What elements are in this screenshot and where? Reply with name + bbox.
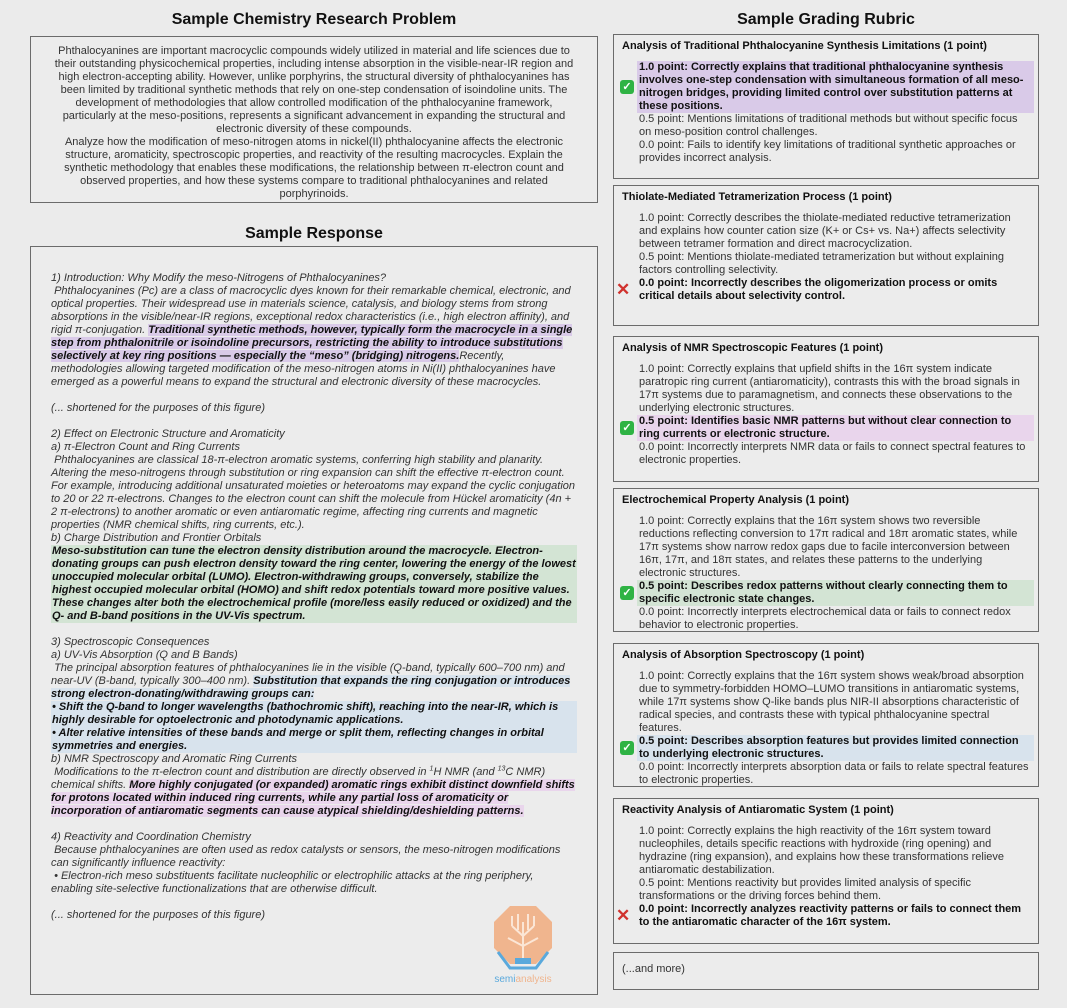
check-icon: ✓ — [620, 421, 634, 435]
criterion-text: 0.0 point: Incorrectly interprets absorption data or fails to relate spectral features to electronic properties. — [639, 761, 1029, 786]
criterion-text: 1.0 point: Correctly explains that upfield shifts in the 16π system indicate paratropic ring current (antiaromaticity), contrasts this with the broad signals in 17π systems due to paramagnetism, and connects these observations to the underlying electronic structures. — [639, 363, 1020, 414]
rubric-criterion — [622, 113, 1030, 139]
rubric-criterion-selected — [616, 277, 1030, 303]
highlighted-paragraph: Meso-substitution can tune the electron density distribution around the macrocycle. Electron-donating groups can push electron density toward the ring center, lowering the energy of the lowest unoccupied molecular orbital (LUMO). Electron-withdrawing groups, conversely, stabilize the highest occupied molecular orbital (HOMO) and shift redox potentials toward more positive values. These changes alter both the electrochemical profile (more/less easily reduced or oxidized) and the Q- and B-band positions in the UV-Vis spectrum. — [52, 545, 576, 622]
subsection-title: b) NMR Spectroscopy and Aromatic Ring Currents — [51, 753, 297, 765]
response-bullet — [51, 870, 577, 896]
text: C NMR) chemical shifts. — [51, 766, 546, 791]
subsection-title: a) π-Electron Count and Ring Currents — [51, 441, 240, 453]
criterion-text: 0.5 point: Identifies basic NMR patterns but without clear connection to ring currents or electronic structure. — [637, 415, 1034, 441]
rubric-criterion — [622, 670, 1030, 735]
rubric-criterion — [622, 212, 1030, 251]
response-heading: Sample Response — [245, 225, 383, 242]
rubric-item-title: Thiolate-Mediated Tetramerization Process (1 point) — [622, 191, 892, 203]
rubric-criterion — [622, 139, 1030, 165]
rubric-criterion — [622, 441, 1030, 467]
highlighted-bullet: • Alter relative intensities of these bands and merge or split them, reflecting changes in orbital symmetries and energies. — [51, 727, 577, 753]
subsection-title: a) UV-Vis Absorption (Q and B Bands) — [51, 649, 238, 661]
rubric-more — [613, 952, 1039, 990]
rubric-criterion-selected — [616, 903, 1030, 929]
cross-icon: ✕ — [616, 906, 631, 925]
rubric-item-title: Analysis of Absorption Spectroscopy (1 point) — [622, 649, 865, 661]
response-paragraph — [51, 844, 577, 870]
section-title: 4) Reactivity and Coordination Chemistry — [51, 831, 251, 843]
response-paragraph — [51, 662, 577, 701]
criterion-text: 0.0 point: Incorrectly interprets electrochemical data or fails to connect redox behavior to electronic properties. — [639, 606, 1011, 631]
semianalysis-logo — [488, 902, 558, 986]
criterion-text: 0.5 point: Mentions limitations of traditional methods but without specific focus on meso-position control challenges. — [639, 113, 1018, 138]
rubric-item — [613, 643, 1039, 787]
text: • Electron-rich meso substituents facilitate nucleophilic or electrophilic attacks at the ring periphery, enabling site-selective functionalizations that are otherwise difficult. — [51, 870, 534, 895]
rubric-criterion-selected — [622, 61, 1030, 113]
rubric-criterion-selected — [622, 735, 1030, 761]
rubric-heading: Sample Grading Rubric — [737, 11, 915, 28]
criterion-text: 1.0 point: Correctly explains that the 16π system shows weak/broad absorption due to symmetry-forbidden HOMO–LUMO transitions in antiaromatic systems, while 17π systems show Q-like bands plus NIR-II absorptions characteristic of radical species, and contrasts these with typical phthalocyanine spectral features. — [639, 670, 1024, 734]
shortened-note: (... shortened for the purposes of this figure) — [51, 909, 266, 921]
rubric-criterion — [622, 606, 1030, 632]
rubric-item-title: Analysis of Traditional Phthalocyanine Synthesis Limitations (1 point) — [622, 40, 987, 52]
rubric-criterion — [622, 251, 1030, 277]
problem-box — [30, 36, 598, 203]
text: Phthalocyanines (Pc) are a class of macrocyclic dyes known for their remarkable chemical, electronic, and optical properties. Their widespread use in materials science, catalysis, and biology stems from strong absorptions in the visible/near-IR regions, exceptional redox characteristics (i.e., high electron affinity), and rigid π-conjugation. — [51, 285, 571, 336]
text: Recently, methodologies allowing targeted modification of the meso-nitrogen atoms in Ni(II) phthalocyanines have emerged as a powerful means to expand the structural and electronic diversity of these macrocycles. — [51, 350, 556, 388]
problem-paragraph: Phthalocyanines are important macrocyclic compounds widely utilized in material and life sciences due to their outstanding physicochemical properties, including intense absorption in the visible-near-IR region and high electron-accepting ability. However, unlike porphyrins, the structural diversity of phthalocyanines has been limited by traditional synthetic methods that rely on one-step condensation of isoindoline units. The development of methodologies that allow controlled modification of the phthalocyanine framework, particularly at the meso-positions, represents a significant advancement in expanding the structural and electronic diversity of these compounds. — [54, 45, 574, 135]
rubric-item — [613, 34, 1039, 179]
response-paragraph — [51, 285, 577, 389]
rubric-criterion — [622, 363, 1030, 415]
criterion-text: 0.0 point: Fails to identify key limitations of traditional synthetic approaches or provides incorrect analysis. — [639, 139, 1016, 164]
cross-icon: ✕ — [616, 280, 631, 299]
response-box — [30, 246, 598, 995]
criterion-text: 0.5 point: Mentions thiolate-mediated tetramerization but without explaining factors controlling selectivity. — [639, 251, 1005, 276]
check-icon: ✓ — [620, 586, 634, 600]
criterion-text: 1.0 point: Correctly describes the thiolate-mediated reductive tetramerization and explains how counter cation size (K+ or Cs+ vs. Na+) affects selectivity between tetramer formation and direct macrocyclization. — [639, 212, 1011, 250]
section-title: 3) Spectroscopic Consequences — [51, 636, 210, 648]
rubric-item — [613, 336, 1039, 482]
rubric-criterion-selected — [622, 580, 1030, 606]
check-icon: ✓ — [620, 80, 634, 94]
rubric-criterion — [622, 515, 1030, 580]
svg-text:semianalysis: semianalysis — [494, 974, 552, 985]
highlighted-text: Substitution that expands the ring conjugation or introduces strong electron-donating/withdrawing groups can: — [51, 675, 571, 700]
text: Phthalocyanines are classical 18-π-electron aromatic systems, conferring high stability and planarity. Altering the meso-nitrogens through substitution or ring expansion can shift the effective π-electron count. For example, introducing additional unsaturated moieties or heteroatoms may expand the cyclic conjugation to 20 or 22 π-electrons. Changes to the electron count can shift the molecule from Hückel aromaticity (4n + 2 π-electrons) to another aromatic or even antiaromatic regime, affecting ring currents and magnetic properties (NMR chemical shifts, ring currents, etc.). — [51, 454, 576, 531]
check-icon: ✓ — [620, 741, 634, 755]
rubric-item — [613, 798, 1039, 944]
rubric-item-title: Analysis of NMR Spectroscopic Features (1 point) — [622, 342, 883, 354]
rubric-criterion — [622, 761, 1030, 787]
rubric-criterion — [622, 877, 1030, 903]
criterion-text: 0.5 point: Describes redox patterns without clearly connecting them to specific electronic state changes. — [637, 580, 1034, 606]
rubric-item — [613, 185, 1039, 326]
section-title: 1) Introduction: Why Modify the meso-Nitrogens of Phthalocyanines? — [51, 272, 387, 284]
problem-question: Analyze how the modification of meso-nitrogen atoms in nickel(II) phthalocyanine affects the electronic structure, aromaticity, spectroscopic properties, and reactivity of the resulting macrocycles. Explain the synthetic methodology that enables these modifications, the relationship between π-electron count and observed properties, and how these systems compare to traditional phthalocyanines and related porphyrinoids. — [64, 136, 564, 200]
rubric-criterion-selected — [622, 415, 1030, 441]
superscript: 1 — [429, 765, 434, 773]
rubric-criterion — [622, 825, 1030, 877]
criterion-text: 1.0 point: Correctly explains the high reactivity of the 16π system toward nucleophiles, details specific reactions with hydroxide (ring opening) and hydrazine (ring expansion), and explains how these transformations relieve antiaromatic destabilization. — [639, 825, 1005, 876]
criterion-text: 0.0 point: Incorrectly analyzes reactivity patterns or fails to connect them to the antiaromatic character of the 16π system. — [639, 903, 1022, 928]
text: Because phthalocyanines are often used as redox catalysts or sensors, the meso-nitrogen modifications can significantly influence reactivity: — [51, 844, 561, 869]
more-text: (...and more) — [622, 963, 685, 975]
highlighted-bullet: • Shift the Q-band to longer wavelengths (bathochromic shift), reaching into the near-IR, which is highly desirable for optoelectronic and photodynamic applications. — [51, 701, 577, 727]
criterion-text: 0.0 point: Incorrectly describes the oligomerization process or omits critical details about selectivity control. — [639, 277, 998, 302]
response-paragraph — [51, 454, 577, 532]
highlighted-text: More highly conjugated (or expanded) aromatic rings exhibit distinct downfield shifts for protons located within induced ring currents, while any partial loss of aromaticity or incorporation of antiaromatic segments can cause atypical shielding/deshielding patterns. — [51, 779, 575, 817]
text: Modifications to the π-electron count and distribution are directly observed in — [54, 766, 430, 778]
highlighted-text: Traditional synthetic methods, however, typically form the macrocycle in a single step from phthalonitrile or isoindoline precursors, restricting the ability to introduce substitutions selectively at key ring positions — especially the “meso” (bridging) nitrogens. — [51, 324, 573, 362]
criterion-text: 0.0 point: Incorrectly interprets NMR data or fails to connect spectral features to electronic properties. — [639, 441, 1026, 466]
subsection-title: b) Charge Distribution and Frontier Orbitals — [51, 532, 262, 544]
rubric-item — [613, 488, 1039, 632]
shortened-note: (... shortened for the purposes of this figure) — [51, 402, 266, 414]
criterion-text: 0.5 point: Describes absorption features but provides limited connection to underlying electronic structures. — [637, 735, 1034, 761]
superscript: 13 — [497, 765, 506, 773]
rubric-item-title: Electrochemical Property Analysis (1 point) — [622, 494, 849, 506]
text: The principal absorption features of phthalocyanines lie in the visible (Q-band, typically 600–700 nm) and near-UV (B-band, typically 300–400 nm). — [51, 662, 565, 687]
criterion-text: 1.0 point: Correctly explains that traditional phthalocyanine synthesis involves one-step condensation with simultaneous formation of all meso-nitrogen bridges, providing limited control over substitution patterns at these positions. — [637, 61, 1034, 113]
text: H NMR (and — [433, 766, 498, 778]
problem-heading: Sample Chemistry Research Problem — [171, 11, 457, 28]
response-paragraph — [51, 766, 577, 818]
criterion-text: 1.0 point: Correctly explains that the 16π system shows two reversible reductions reflecting conversion to 17π radical and 18π aromatic states, while 17π systems show narrow redox gaps due to facile interconversion between 16π, 17π, and 18π states, and relates these patterns to the underlying electronic structures. — [639, 515, 1018, 579]
criterion-text: 0.5 point: Mentions reactivity but provides limited analysis of specific transformations or the driving forces behind them. — [639, 877, 971, 902]
section-title: 2) Effect on Electronic Structure and Aromaticity — [51, 428, 285, 440]
rubric-item-title: Reactivity Analysis of Antiaromatic System (1 point) — [622, 804, 894, 816]
